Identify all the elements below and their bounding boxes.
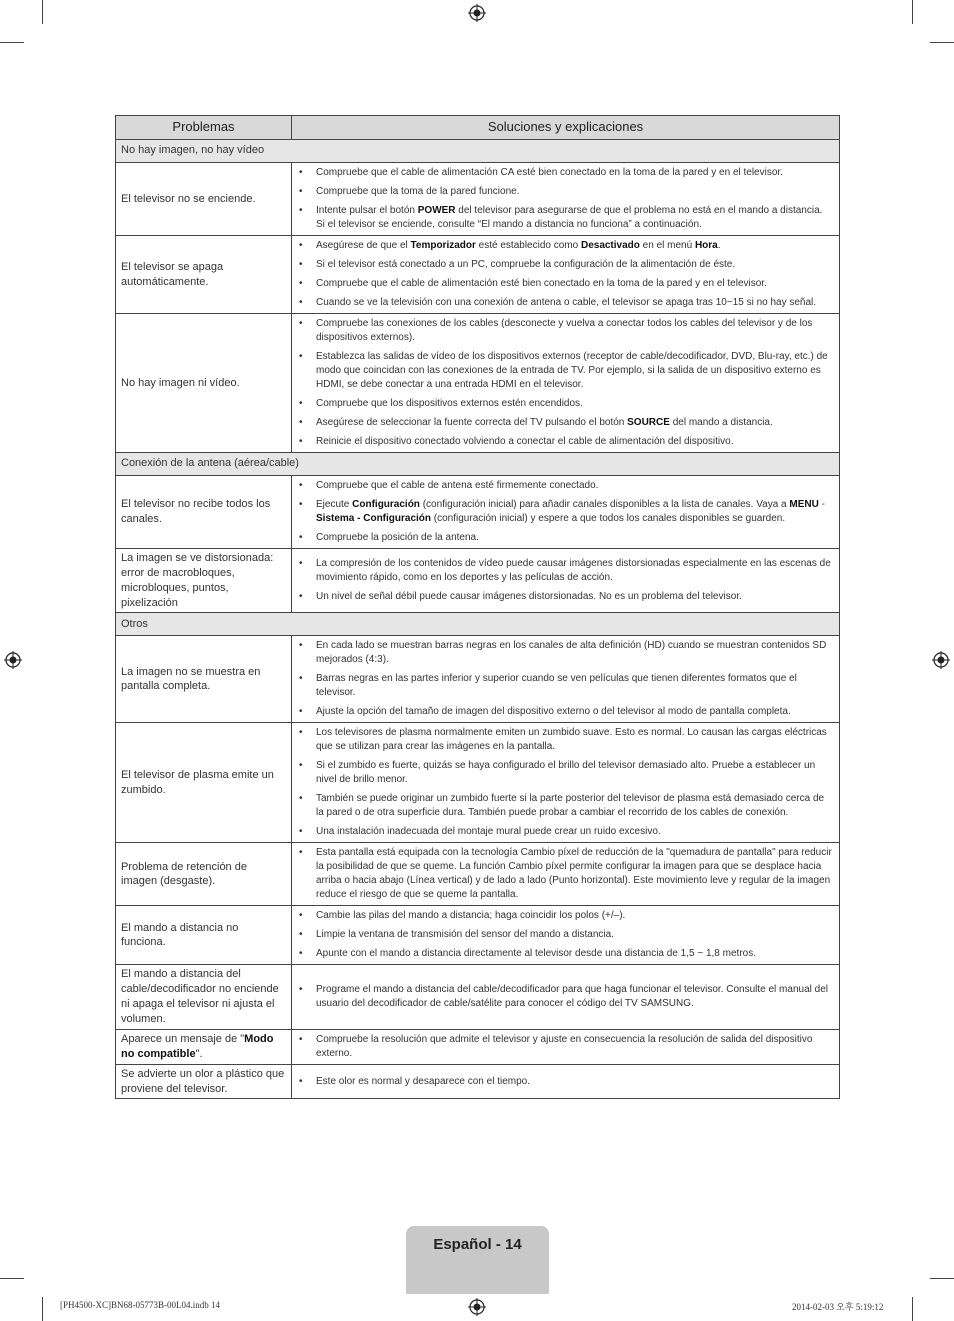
list-item: • Ajuste la opción del tamaño de imagen del dispositivo externo o del televisor al modo de pantalla completa. [298, 705, 833, 719]
problem-cell: El televisor no se enciende. [116, 163, 292, 236]
problem-cell: La imagen no se muestra en pantalla completa. [116, 636, 292, 723]
problem-cell: El mando a distancia no funciona. [116, 906, 292, 965]
list-item: • Cambie las pilas del mando a distancia; haga coincidir los polos (+/–). [298, 909, 833, 923]
solution-list [298, 726, 833, 839]
crop-mark [912, 1297, 913, 1321]
section-title: Conexión de la antena (aérea/cable) [116, 453, 840, 476]
crop-mark [930, 1278, 954, 1279]
table-row [116, 314, 840, 453]
problem-cell: El televisor de plasma emite un zumbido. [116, 723, 292, 843]
crop-mark [0, 42, 24, 43]
problem-cell: La imagen se ve distorsionada: error de macrobloques, microbloques, puntos, pixelización [116, 549, 292, 613]
page-number: Español - 14 [433, 1236, 522, 1253]
table-row [116, 549, 840, 613]
solution-list [298, 639, 833, 719]
problem-cell: Se advierte un olor a plástico que proviene del televisor. [116, 1064, 292, 1099]
list-item: • Los televisores de plasma normalmente emiten un zumbido suave. Esto es normal. Lo causan las cargas eléctricas que se utilizan para crear las imágenes en la pantalla. [298, 726, 833, 754]
solution-list [298, 239, 833, 310]
solution-cell [292, 549, 840, 613]
bold-term: Temporizador [410, 240, 476, 251]
list-item: • En cada lado se muestran barras negras en los canales de alta definición (HD) cuando se muestran contenidos SD mejorados (4:3). [298, 639, 833, 667]
solution-cell [292, 843, 840, 906]
list-item: • Apunte con el mando a distancia directamente al televisor desde una distancia de 1,5 ~ 1,8 metros. [298, 947, 833, 961]
solution-list [298, 166, 833, 232]
list-item: • Programe el mando a distancia del cable/decodificador para que haga funcionar el televisor. Consulte el manual del usuario del decodificador de cable/satélite para conocer el código del TV SAMSUNG. [298, 983, 833, 1011]
list-item: • Este olor es normal y desaparece con el tiempo. [298, 1075, 833, 1089]
table-row [116, 906, 840, 965]
problem-cell: Problema de retención de imagen (desgaste). [116, 843, 292, 906]
solution-list [298, 557, 833, 604]
list-item: • Reinicie el dispositivo conectado volviendo a conectar el cable de alimentación del dispositivo. [298, 435, 833, 449]
bold-term: Desactivado [580, 240, 640, 251]
section-row [116, 453, 840, 476]
column-header-problems: Problemas [116, 116, 292, 140]
table-row [116, 1064, 840, 1099]
list-item: • Limpie la ventana de transmisión del sensor del mando a distancia. [298, 928, 833, 942]
solution-cell [292, 906, 840, 965]
registration-mark-icon [932, 651, 950, 669]
registration-mark-icon [468, 1298, 486, 1316]
crop-mark [42, 1297, 43, 1321]
solution-list [298, 1033, 833, 1061]
bold-term: Modo no compatible [121, 1032, 274, 1060]
table-row [116, 476, 840, 549]
list-item: • Cuando se ve la televisión con una conexión de antena o cable, el televisor se apaga tras 10~15 si no hay señal. [298, 296, 833, 310]
crop-mark [42, 0, 43, 24]
bold-term: Sistema - Configuración [316, 513, 432, 524]
table-row [116, 965, 840, 1029]
list-item: • Compruebe que el cable de alimentación CA esté bien conectado en la toma de la pared y en el televisor. [298, 166, 833, 180]
solution-cell [292, 1029, 840, 1064]
problem-cell: El mando a distancia del cable/decodificador no enciende ni apaga el televisor ni ajusta el volumen. [116, 965, 292, 1029]
solution-cell [292, 636, 840, 723]
solution-cell [292, 1064, 840, 1099]
solution-cell [292, 236, 840, 314]
table-row [116, 236, 840, 314]
solution-cell [292, 723, 840, 843]
bold-term: Configuración [352, 499, 420, 510]
table-row [116, 1029, 840, 1064]
table-row [116, 636, 840, 723]
section-row [116, 613, 840, 636]
crop-mark [930, 42, 954, 43]
section-row [116, 140, 840, 163]
bold-term: SOURCE [627, 417, 670, 428]
list-item: • Asegúrese de que el Temporizador esté establecido como Desactivado en el menú Hora. [298, 239, 833, 253]
solution-cell [292, 314, 840, 453]
troubleshooting-table [115, 115, 840, 1099]
crop-mark [0, 1278, 24, 1279]
list-item: • Asegúrese de seleccionar la fuente correcta del TV pulsando el botón SOURCE del mando a distancia. [298, 416, 833, 430]
solution-cell [292, 163, 840, 236]
list-item: • Compruebe la resolución que admite el televisor y ajuste en consecuencia la resolución de salida del dispositivo externo. [298, 1033, 833, 1061]
crop-mark [912, 0, 913, 24]
solution-list [298, 909, 833, 961]
list-item: • Compruebe que el cable de alimentación esté bien conectado en la toma de la pared y en el televisor. [298, 277, 833, 291]
registration-mark-icon [4, 651, 22, 669]
list-item: • Compruebe que los dispositivos externos estén encendidos. [298, 397, 833, 411]
problem-cell: Aparece un mensaje de "Modo no compatible". [116, 1029, 292, 1064]
list-item: • Si el zumbido es fuerte, quizás se haya configurado el brillo del televisor demasiado alto. Pruebe a establecer un nivel de brillo menor. [298, 759, 833, 787]
list-item: • Intente pulsar el botón POWER del televisor para asegurarse de que el problema no está en el mando a distancia. Si el televisor se enciende, consulte “El mando a distancia no funciona” a continuación. [298, 204, 833, 232]
list-item: • Compruebe que el cable de antena esté firmemente conectado. [298, 479, 833, 493]
solution-list [298, 983, 833, 1011]
table-row [116, 843, 840, 906]
list-item: • La compresión de los contenidos de vídeo puede causar imágenes distorsionadas especialmente en las escenas de movimiento rápido, como en los deportes y las películas de acción. [298, 557, 833, 585]
footer-file-name: [PH4500-XC]BN68-05773B-00L04.indb 14 [60, 1300, 220, 1310]
section-title: Otros [116, 613, 840, 636]
list-item: • Esta pantalla está equipada con la tecnología Cambio píxel de reducción de la "quemadura de pantalla" para reducir la posibilidad de que se queme. La función Cambio píxel permite configurar la imagen para que se desplace hacia arriba o hacia abajo (Línea vertical) y de lado a lado (Punto horizontal). Este movimiento leve y regular de la imagen reduce el riesgo de que se queme la pantalla. [298, 846, 833, 902]
footer-timestamp: 2014-02-03 오후 5:19:12 [792, 1302, 884, 1312]
solution-cell [292, 476, 840, 549]
solution-list [298, 846, 833, 902]
list-item: • Compruebe la posición de la antena. [298, 531, 833, 545]
bold-term: Hora [694, 240, 718, 251]
list-item: • Barras negras en las partes inferior y superior cuando se ven películas que tienen diferentes formatos que el televisor. [298, 672, 833, 700]
section-title: No hay imagen, no hay vídeo [116, 140, 840, 163]
list-item: • Si el televisor está conectado a un PC, compruebe la configuración de la alimentación de éste. [298, 258, 833, 272]
list-item: • Establezca las salidas de vídeo de los dispositivos externos (receptor de cable/decodificador, DVD, Blu-ray, etc.) de modo que coincidan con las conexiones de la entrada de TV. Por ejemplo, si la salida de un dispositivo externo es HDMI, se debe conectar a una entrada HDMI en el televisor. [298, 350, 833, 392]
table-row [116, 163, 840, 236]
list-item: • También se puede originar un zumbido fuerte si la parte posterior del televisor de plasma está demasiado cerca de la pared o de otra superficie dura. También puede probar a cambiar el recorrido de los cables de conexión. [298, 792, 833, 820]
bold-term: POWER [417, 205, 456, 216]
solution-list [298, 1075, 833, 1089]
solution-list [298, 479, 833, 545]
list-item: • Compruebe las conexiones de los cables (desconecte y vuelva a conectar todos los cables del televisor y de los dispositivos externos). [298, 317, 833, 345]
problem-cell: El televisor se apaga automáticamente. [116, 236, 292, 314]
page-number-tab [406, 1226, 549, 1294]
list-item: • Compruebe que la toma de la pared funcione. [298, 185, 833, 199]
list-item: • Ejecute Configuración (configuración inicial) para añadir canales disponibles a la lista de canales. Vaya a MENU - Sistema - Configuración (configuración inicial) y espere a que todos los canales disponibles se guarden. [298, 498, 833, 526]
bold-term: MENU [789, 499, 819, 510]
solution-cell [292, 965, 840, 1029]
table-body [116, 140, 840, 1099]
table-header-row [116, 116, 840, 140]
problem-cell: El televisor no recibe todos los canales. [116, 476, 292, 549]
column-header-solutions: Soluciones y explicaciones [292, 116, 840, 140]
table-row [116, 723, 840, 843]
registration-mark-icon [468, 4, 486, 22]
problem-cell: No hay imagen ni vídeo. [116, 314, 292, 453]
list-item: • Una instalación inadecuada del montaje mural puede crear un ruido excesivo. [298, 825, 833, 839]
solution-list [298, 317, 833, 449]
list-item: • Un nivel de señal débil puede causar imágenes distorsionadas. No es un problema del televisor. [298, 590, 833, 604]
